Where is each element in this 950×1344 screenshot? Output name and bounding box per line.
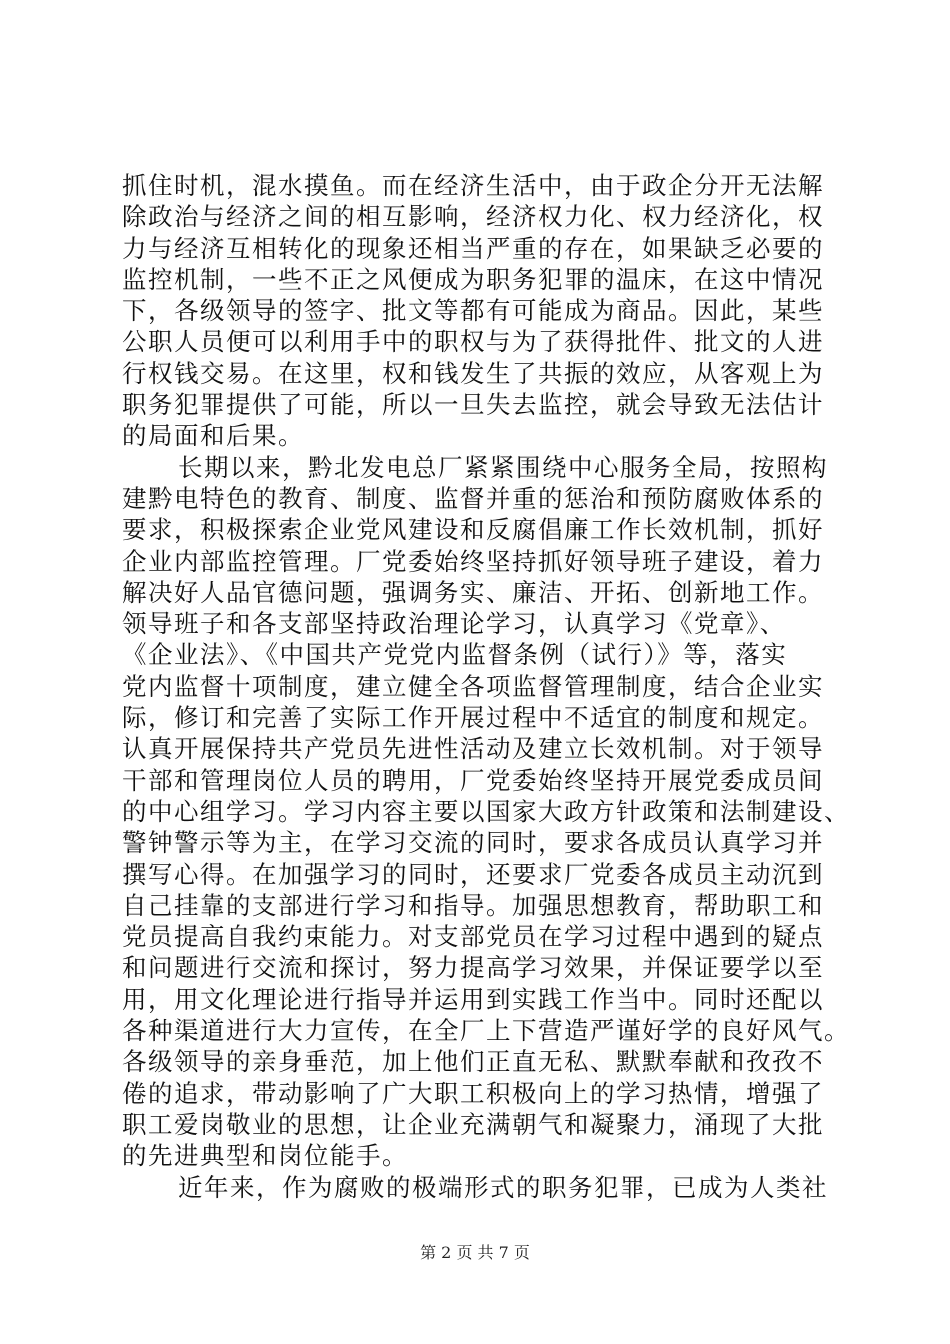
- text-line: 自己挂靠的支部进行学习和指导。加强思想教育，帮助职工和: [122, 890, 824, 920]
- text-line: 职工爱岗敬业的思想，让企业充满朝气和凝聚力，涌现了大批: [122, 1109, 824, 1139]
- text-line: 力与经济互相转化的现象还相当严重的存在，如果缺乏必要的: [122, 233, 824, 263]
- text-line: 各种渠道进行大力宣传，在全厂上下营造严谨好学的良好风气。: [122, 1016, 850, 1046]
- body-text: [122, 170, 850, 1203]
- text-line: 和问题进行交流和探讨，努力提高学习效果，并保证要学以至: [122, 953, 824, 983]
- text-line: 各级领导的亲身垂范，加上他们正直无私、默默奉献和孜孜不: [122, 1047, 824, 1077]
- text-line: 用，用文化理论进行指导并运用到实践工作当中。同时还配以: [122, 984, 824, 1014]
- text-line: 党内监督十项制度，建立健全各项监督管理制度，结合企业实: [122, 671, 824, 701]
- text-line: 下，各级领导的签字、批文等都有可能成为商品。因此，某些: [122, 296, 824, 326]
- text-line: 倦的追求，带动影响了广大职工积极向上的学习热情，增强了: [122, 1078, 824, 1108]
- text-line: 长期以来，黔北发电总厂紧紧围绕中心服务全局，按照构: [178, 452, 828, 482]
- text-line: 际，修订和完善了实际工作开展过程中不适宜的制度和规定。: [122, 703, 824, 733]
- text-line: 建黔电特色的教育、制度、监督并重的惩治和预防腐败体系的: [122, 483, 824, 513]
- text-line: 撰写心得。在加强学习的同时，还要求厂党委各成员主动沉到: [122, 859, 824, 889]
- text-line: 监控机制，一些不正之风便成为职务犯罪的温床，在这中情况: [122, 264, 824, 294]
- text-line: 公职人员便可以利用手中的职权与为了获得批件、批文的人进: [122, 327, 824, 357]
- text-line: 认真开展保持共产党员先进性活动及建立长效机制。对于领导: [122, 734, 824, 764]
- text-line: 干部和管理岗位人员的聘用，厂党委始终坚持开展党委成员间: [122, 765, 824, 795]
- text-line: 的局面和后果。: [122, 421, 304, 451]
- text-line: 行权钱交易。在这里，权和钱发生了共振的效应，从客观上为: [122, 358, 824, 388]
- text-line: 企业内部监控管理。厂党委始终坚持抓好领导班子建设，着力: [122, 546, 824, 576]
- text-line: 党员提高自我约束能力。对支部党员在学习过程中遇到的疑点: [122, 922, 824, 952]
- text-line: 职务犯罪提供了可能，所以一旦失去监控，就会导致无法估计: [122, 390, 824, 420]
- text-line: 解决好人品官德问题，强调务实、廉洁、开拓、创新地工作。: [122, 577, 824, 607]
- text-line: 的中心组学习。学习内容主要以国家大政方针政策和法制建设、: [122, 796, 850, 826]
- page-footer: 第 2 页 共 7 页: [420, 1243, 530, 1262]
- text-line: 除政治与经济之间的相互影响，经济权力化、权力经济化，权: [122, 202, 824, 232]
- text-line: 的先进典型和岗位能手。: [122, 1141, 408, 1171]
- text-line: 警钟警示等为主，在学习交流的同时，要求各成员认真学习并: [122, 828, 824, 858]
- text-line: 近年来，作为腐败的极端形式的职务犯罪，已成为人类社: [178, 1172, 828, 1202]
- text-line: 《企业法》、《中国共产党党内监督条例（试行）》等，落实: [122, 640, 788, 670]
- text-line: 要求，积极探索企业党风建设和反腐倡廉工作长效机制，抓好: [122, 515, 824, 545]
- text-line: 领导班子和各支部坚持政治理论学习，认真学习《党章》、: [122, 609, 786, 639]
- text-line: 抓住时机，混水摸鱼。而在经济生活中，由于政企分开无法解: [122, 171, 824, 200]
